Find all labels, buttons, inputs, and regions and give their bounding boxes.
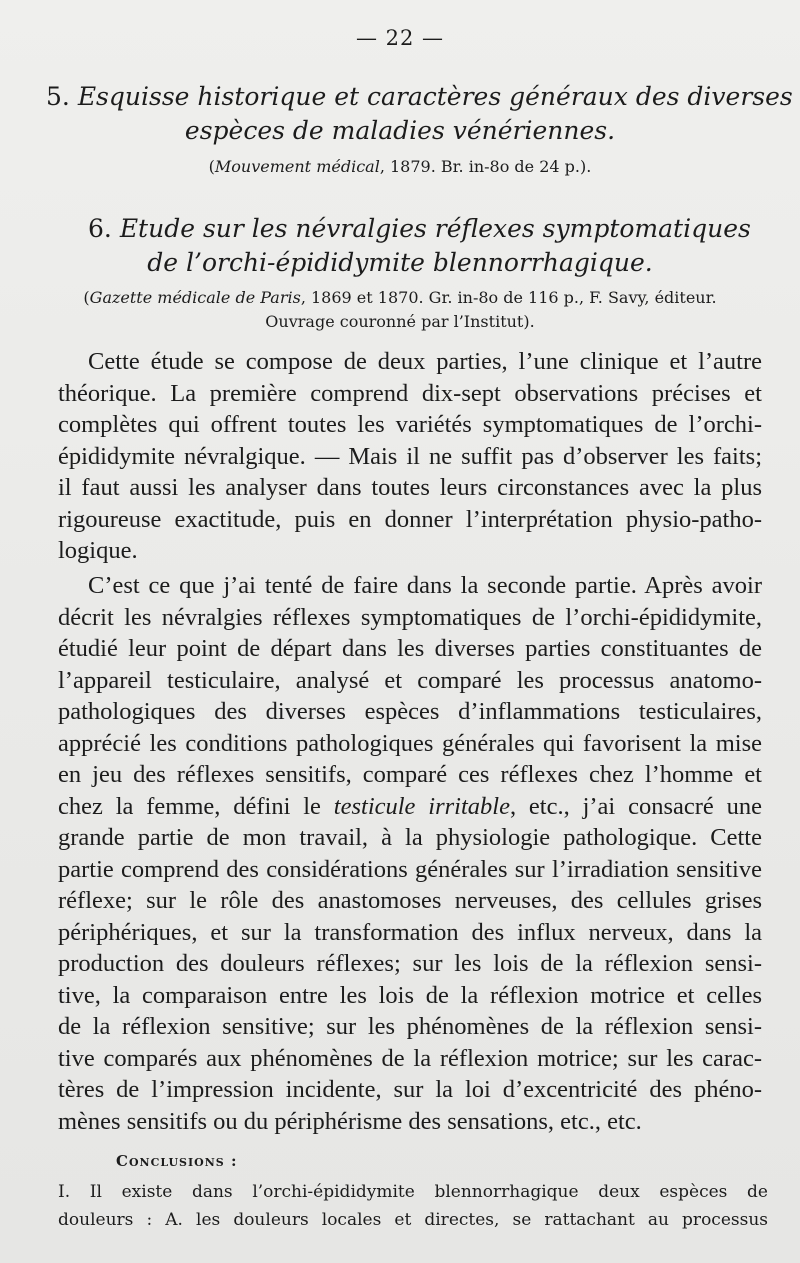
entry-6-source: (Gazette médicale de Paris, 1869 et 1870. Gr. in-8o de 116 p., F. Savy, éditeur. Ouvrage couronné par l’Institut).	[40, 286, 760, 334]
paragraph-line: épididymite névralgique. — Mais il ne suffit pas d’observer les faits;	[58, 442, 762, 470]
paragraph-line: réflexe; sur le rôle des anastomoses nerveuses, des cellules grises	[58, 887, 762, 914]
page-number: — 22 —	[355, 26, 445, 50]
paragraph-line: pathologiques des diverses espèces d’inflammations testiculaires,	[58, 698, 762, 725]
entry-6-title-line2: de l’orchi-épididymite blennorrhagique.	[147, 248, 653, 277]
paragraph-2	[58, 570, 762, 1137]
entry-6-source-rest: , 1869 et 1870. Gr. in-8o de 116 p., F. Savy, éditeur.	[300, 288, 717, 307]
paragraph-line: Cette étude se compose de deux parties, l’une clinique et l’autre	[88, 348, 762, 375]
paragraph-line: étudié leur point de départ dans les diverses parties constituantes de	[58, 635, 762, 662]
conclusion-line: I. Il existe dans l’orchi-épididymite blennorrhagique deux espèces de	[58, 1182, 768, 1202]
conclusion-line: douleurs : A. les douleurs locales et directes, se rattachant au processus	[58, 1210, 768, 1230]
paragraph-line: partie comprend des considérations générales sur l’irradiation sensitive	[58, 855, 762, 883]
paragraph-line: grande partie de mon travail, à la physiologie pathologique. Cette	[58, 824, 762, 851]
paragraph-line: décrit les névralgies réflexes symptomatiques de l’orchi-épididymite,	[58, 603, 762, 631]
paragraph-line: tive comparés aux phénomènes de la réflexion motrice; sur les carac-	[58, 1044, 762, 1072]
entry-5-title-line2: espèces de maladies vénériennes.	[184, 116, 616, 145]
entry-6-title-line1: Etude sur les névralgies réflexes symptomatiques	[119, 214, 751, 243]
entry-6-source-line2: Ouvrage couronné par l’Institut).	[265, 312, 535, 331]
paragraph-line: mènes sensitifs ou du périphérisme des sensations, etc., etc.	[58, 1107, 642, 1135]
paragraph-line: rigoureuse exactitude, puis en donner l’interprétation physio-patho-	[58, 505, 762, 533]
paragraph-line: C’est ce que j’ai tenté de faire dans la seconde partie. Après avoir	[88, 572, 762, 599]
paragraph-line: de la réflexion sensitive; sur les phénomènes de la réflexion sensi-	[58, 1013, 762, 1040]
paragraph-line: périphériques, et sur la transformation des influx nerveux, dans la	[58, 918, 762, 946]
paragraph-text: , etc., j’ai consacré une	[509, 792, 762, 820]
paragraph-line: théorique. La première comprend dix-sept observations précises et	[58, 379, 762, 407]
paragraph-1	[58, 346, 762, 567]
conclusions-heading: Conclusions :	[116, 1152, 238, 1170]
conclusions-text	[58, 1178, 768, 1234]
entry-6-journal: Gazette médicale de Paris	[89, 288, 301, 307]
entry-5-source-rest: , 1879. Br. in-8o de 24 p.).	[379, 157, 592, 176]
entry-6-title	[80, 212, 751, 280]
entry-6-number: 6.	[88, 214, 112, 243]
entry-5-journal: Mouvement médical	[214, 157, 380, 176]
paragraph-line: l’appareil testiculaire, analysé et comparé les processus anatomo-	[58, 666, 762, 694]
entry-5-title-line1: Esquisse historique et caractères généraux des diverses	[77, 82, 793, 111]
entry-5-number: 5.	[46, 82, 70, 111]
paragraph-line: production des douleurs réflexes; sur les lois de la réflexion sensi-	[58, 950, 762, 977]
entry-5-source: (Mouvement médical, 1879. Br. in-8o de 24 p.).	[208, 157, 592, 176]
paragraph-line: logique.	[58, 537, 138, 564]
paragraph-line: en jeu des réflexes sensitifs, comparé ces réflexes chez l’homme et	[58, 761, 762, 788]
paragraph-text: chez la femme, défini le	[58, 792, 321, 820]
paragraph-line: il faut aussi les analyser dans toutes leurs circonstances avec la plus	[58, 474, 762, 501]
italic-term: testicule irritable	[333, 792, 510, 820]
paragraph-line: apprécié les conditions pathologiques générales qui favorisent la mise	[58, 729, 762, 757]
paragraph-line: complètes qui offrent toutes les variétés symptomatiques de l’orchi-	[58, 411, 762, 438]
paragraph-line-mixed	[58, 791, 762, 823]
paragraph-line: tères de l’impression incidente, sur la loi d’excentricité des phéno-	[58, 1076, 762, 1103]
paragraph-line: tive, la comparaison entre les lois de la réflexion motrice et celles	[58, 981, 762, 1009]
entry-5-title	[40, 80, 793, 148]
